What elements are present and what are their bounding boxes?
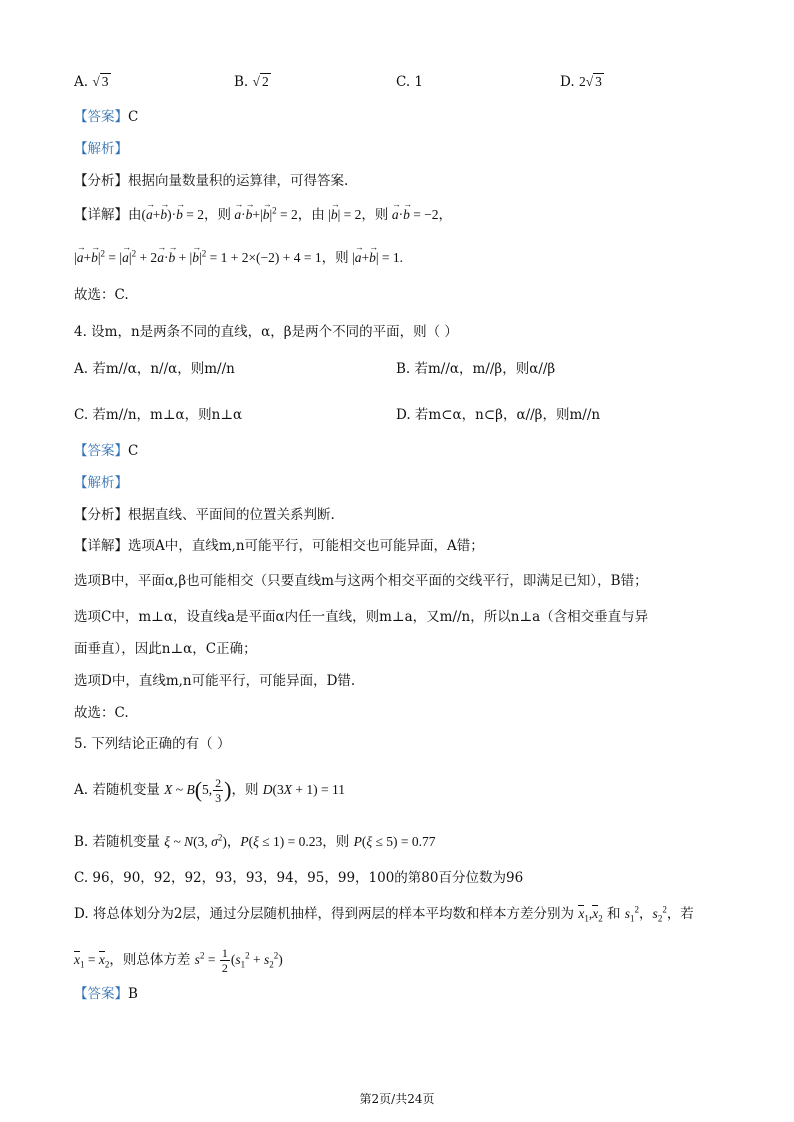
q4-stem: 4. 设m，n是两条不同的直线，α，β是两个不同的平面，则（ ）	[74, 324, 458, 340]
q4-option-d: D. 若m⊂α，n⊂β，α//β，则m//n	[396, 407, 601, 423]
sqrt-expression: √ 3	[92, 74, 109, 89]
q3-option-d: D. 2√ 3	[560, 74, 602, 90]
answer-tag: 【答案】	[74, 443, 128, 459]
q3-fenxi	[74, 171, 348, 191]
fraction: $\frac{2}{3}$	[215, 776, 222, 805]
q5-option-c: C. 96，90，92，92，93，93，94，95，99，100的第80百分位数为96	[74, 870, 524, 886]
answer-tag: 【答案】	[74, 109, 128, 125]
answer-tag: 【答案】	[74, 986, 128, 1002]
q4-answer	[74, 441, 138, 461]
q3-conclusion: 故选：C.	[74, 287, 129, 303]
q3-jiexi	[74, 139, 128, 159]
answer-value: C	[128, 109, 139, 125]
xiangjie-tag: 【详解】	[74, 538, 128, 554]
q4-xiangjie-line5: 选项D中，直线m,n可能平行，可能异面，D错.	[74, 673, 356, 689]
xiangjie-text: 选项A中，直线m,n可能平行，可能相交也可能异面，A错；	[128, 538, 484, 554]
fenxi-text: 根据直线、平面间的位置关系判断.	[128, 507, 335, 523]
q4-xiangjie-line4: 面垂直），因此n⊥α，C正确；	[74, 641, 257, 657]
q4-xiangjie-line2: 选项B中，平面α,β也可能相交（只要直线m与这两个相交平面的交线平行，即满足已知），B错；	[74, 573, 648, 589]
page-footer: 第2页/共24页	[359, 1092, 435, 1106]
jiexi-tag: 【解析】	[74, 475, 128, 491]
option-label: D.	[560, 74, 575, 90]
option-label: B.	[234, 74, 249, 90]
sqrt-expression: √ 2	[252, 74, 269, 89]
fraction: $\frac{1}{2}$	[221, 946, 228, 975]
q5-stem: 5. 下列结论正确的有（ ）	[74, 736, 231, 752]
q3-xiangjie-line1: 【详解】由(→ a+→ b)·→ b = 2，则 → $a\cdot\to b+|\to b|^2 = 2$，由 |→ b| = 2，则 → a·→ b = −2，	[74, 205, 452, 225]
q4-option-c: C. 若m//n，m⊥α，则n⊥α	[74, 407, 243, 423]
q3-option-c: C. 1	[396, 74, 424, 90]
q4-xiangjie-line3: 选项C中，m⊥α，设直线a是平面α内任一直线，则m⊥a，又m//n，所以n⊥a（含相交垂直与异	[74, 609, 649, 625]
q4-option-a: A. 若m//α，n//α，则m//n	[74, 361, 235, 377]
fenxi-text: 根据向量数量积的运算律，可得答案.	[128, 173, 349, 189]
sqrt-expression: √ 3	[585, 74, 602, 89]
q4-jiexi	[74, 473, 128, 493]
q4-fenxi	[74, 505, 335, 525]
jiexi-tag: 【解析】	[74, 141, 128, 157]
q3-answer	[74, 107, 138, 127]
q4-xiangjie-line1	[74, 536, 484, 556]
q3-xiangjie-line2: |→ $a+\to b|^2$ = |→ $a|^2 + 2\to a\cdot\to b$ + |→ $b|^2 = 1 + 2\times(-2) + 4 = 1$，则 |→ a+→ b| = 1.	[74, 248, 403, 268]
q5-option-a: A. 若随机变量 X ~ B(5, $\frac{2}{3}$ )，则 D(3X + 1) = 11	[74, 776, 345, 805]
fenxi-tag: 【分析】	[74, 173, 128, 189]
answer-value: B	[128, 986, 138, 1002]
q5-option-b: B. 若随机变量 ξ ~ N(3, $\sigma^2$)，P(ξ ≤ 1) = 0.23，则 P(ξ ≤ 5) = 0.77	[74, 832, 436, 850]
q3-option-b	[234, 72, 271, 92]
option-label: A.	[74, 74, 89, 90]
q3-option-a	[74, 72, 111, 92]
answer-value: C	[128, 443, 139, 459]
q4-option-b: B. 若m//α，m//β，则α//β	[396, 361, 556, 377]
fenxi-tag: 【分析】	[74, 507, 128, 523]
xiangjie-tag: 【详解】	[74, 207, 128, 223]
q4-conclusion: 故选：C.	[74, 705, 129, 721]
q5-option-d-line1: D. 将总体划分为2层，通过分层随机抽样，得到两层的样本平均数和样本方差分别为 $x_1,x_2$ 和 $s_1^2$，$s_2^2$，若	[74, 904, 694, 924]
q5-option-d-line2: $x_1 = x_2$，则总体方差 $s^2$ = $\frac{1}{2}$ $(s_1^2 + s_2^2)$	[74, 946, 283, 975]
q5-answer	[74, 984, 138, 1004]
